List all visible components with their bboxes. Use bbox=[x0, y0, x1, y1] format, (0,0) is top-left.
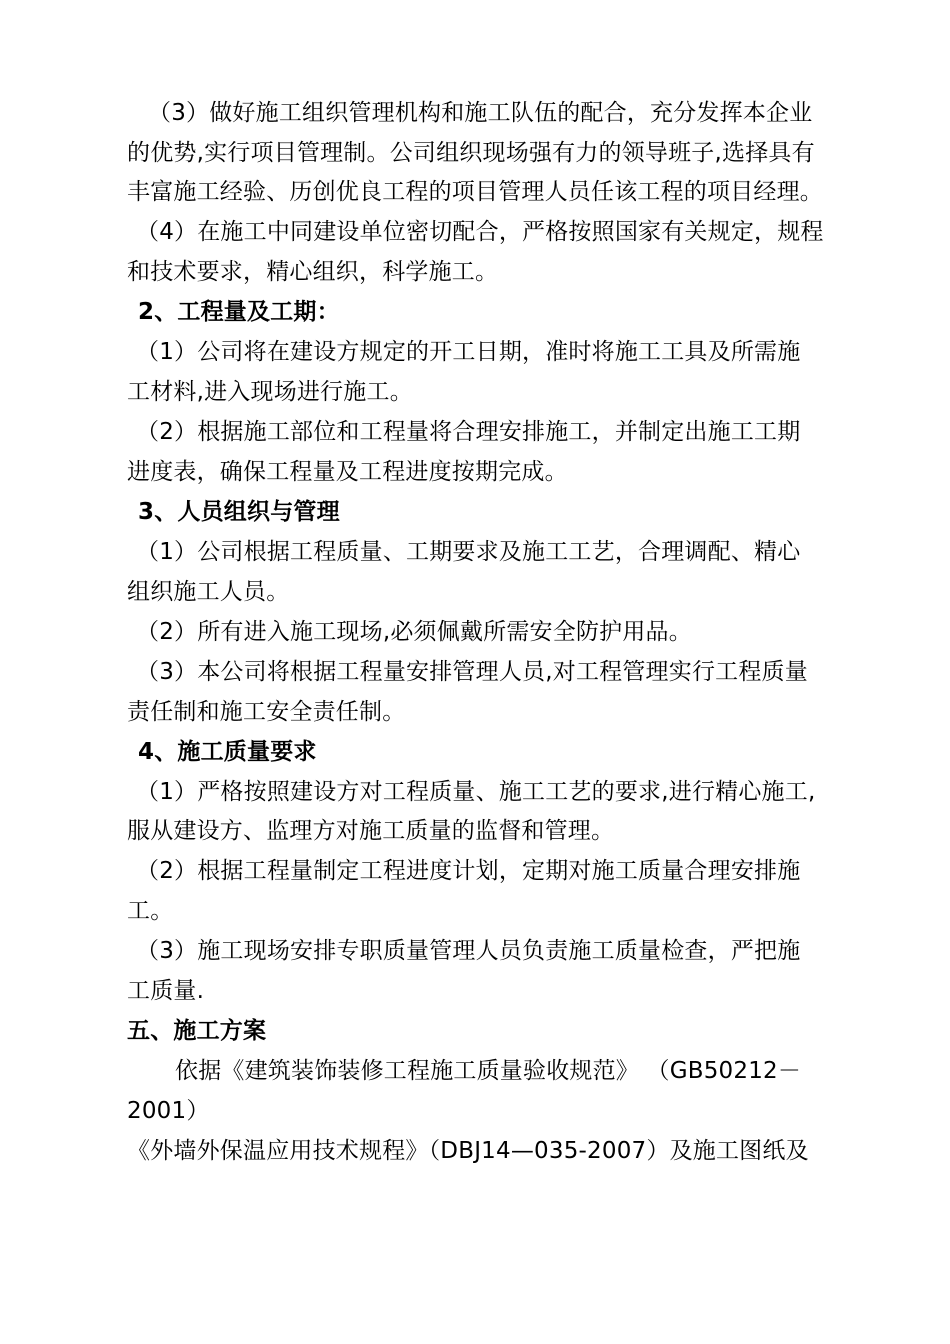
section-4-item-1-line-1: （1）严格按照建设方对工程质量、施工工艺的要求,进行精心施工, bbox=[136, 779, 816, 805]
paragraph-4-line-1: （4）在施工中同建设单位密切配合，严格按照国家有关规定，规程 bbox=[136, 219, 824, 245]
paragraph-3-line-3: 丰富施工经验、历创优良工程的项目管理人员任该工程的项目经理。 bbox=[127, 179, 823, 205]
paragraph-3-line-2: 的优势,实行项目管理制。公司组织现场强有力的领导班子,选择具有 bbox=[127, 140, 815, 166]
section-2-item-1-line-1: （1）公司将在建设方规定的开工日期，准时将施工工具及所需施 bbox=[136, 339, 801, 365]
section-2-item-1-line-2: 工材料,进入现场进行施工。 bbox=[127, 379, 413, 405]
paragraph-4-line-2: 和技术要求，精心组织，科学施工。 bbox=[127, 259, 499, 285]
section-3-item-1-line-2: 组织施工人员。 bbox=[127, 579, 290, 605]
section-5-paragraph-line-3: 《外墙外保温应用技术规程》（DBJ14—035-2007）及施工图纸及 bbox=[127, 1138, 809, 1164]
section-2-item-2-line-2: 进度表，确保工程量及工程进度按期完成。 bbox=[127, 459, 568, 485]
section-2-heading: 2、工程量及工期： bbox=[138, 299, 340, 325]
section-5-heading: 五、施工方案 bbox=[127, 1018, 267, 1044]
section-3-heading: 3、人员组织与管理 bbox=[138, 499, 340, 525]
section-5-paragraph-line-1: 依据《建筑装饰装修工程施工质量验收规范》 （GB50212－ bbox=[175, 1058, 802, 1084]
section-5-paragraph-line-2: 2001） bbox=[127, 1098, 210, 1124]
section-4-item-3-line-2: 工质量. bbox=[127, 978, 205, 1004]
section-3-item-2: （2）所有进入施工现场,必须佩戴所需安全防护用品。 bbox=[136, 619, 692, 645]
section-4-item-1-line-2: 服从建设方、监理方对施工质量的监督和管理。 bbox=[127, 818, 615, 844]
section-2-item-2-line-1: （2）根据施工部位和工程量将合理安排施工，并制定出施工工期 bbox=[136, 419, 801, 445]
paragraph-3-line-1: （3）做好施工组织管理机构和施工队伍的配合，充分发挥本企业 bbox=[148, 100, 813, 126]
section-4-heading: 4、施工质量要求 bbox=[138, 739, 317, 765]
section-4-item-2-line-1: （2）根据工程量制定工程进度计划，定期对施工质量合理安排施 bbox=[136, 858, 801, 884]
section-3-item-3-line-1: （3）本公司将根据工程量安排管理人员,对工程管理实行工程质量 bbox=[136, 659, 808, 685]
section-4-item-3-line-1: （3）施工现场安排专职质量管理人员负责施工质量检查，严把施 bbox=[136, 938, 801, 964]
section-3-item-3-line-2: 责任制和施工安全责任制。 bbox=[127, 699, 406, 725]
section-3-item-1-line-1: （1）公司根据工程质量、工期要求及施工工艺，合理调配、精心 bbox=[136, 539, 801, 565]
section-4-item-2-line-2: 工。 bbox=[127, 898, 174, 924]
